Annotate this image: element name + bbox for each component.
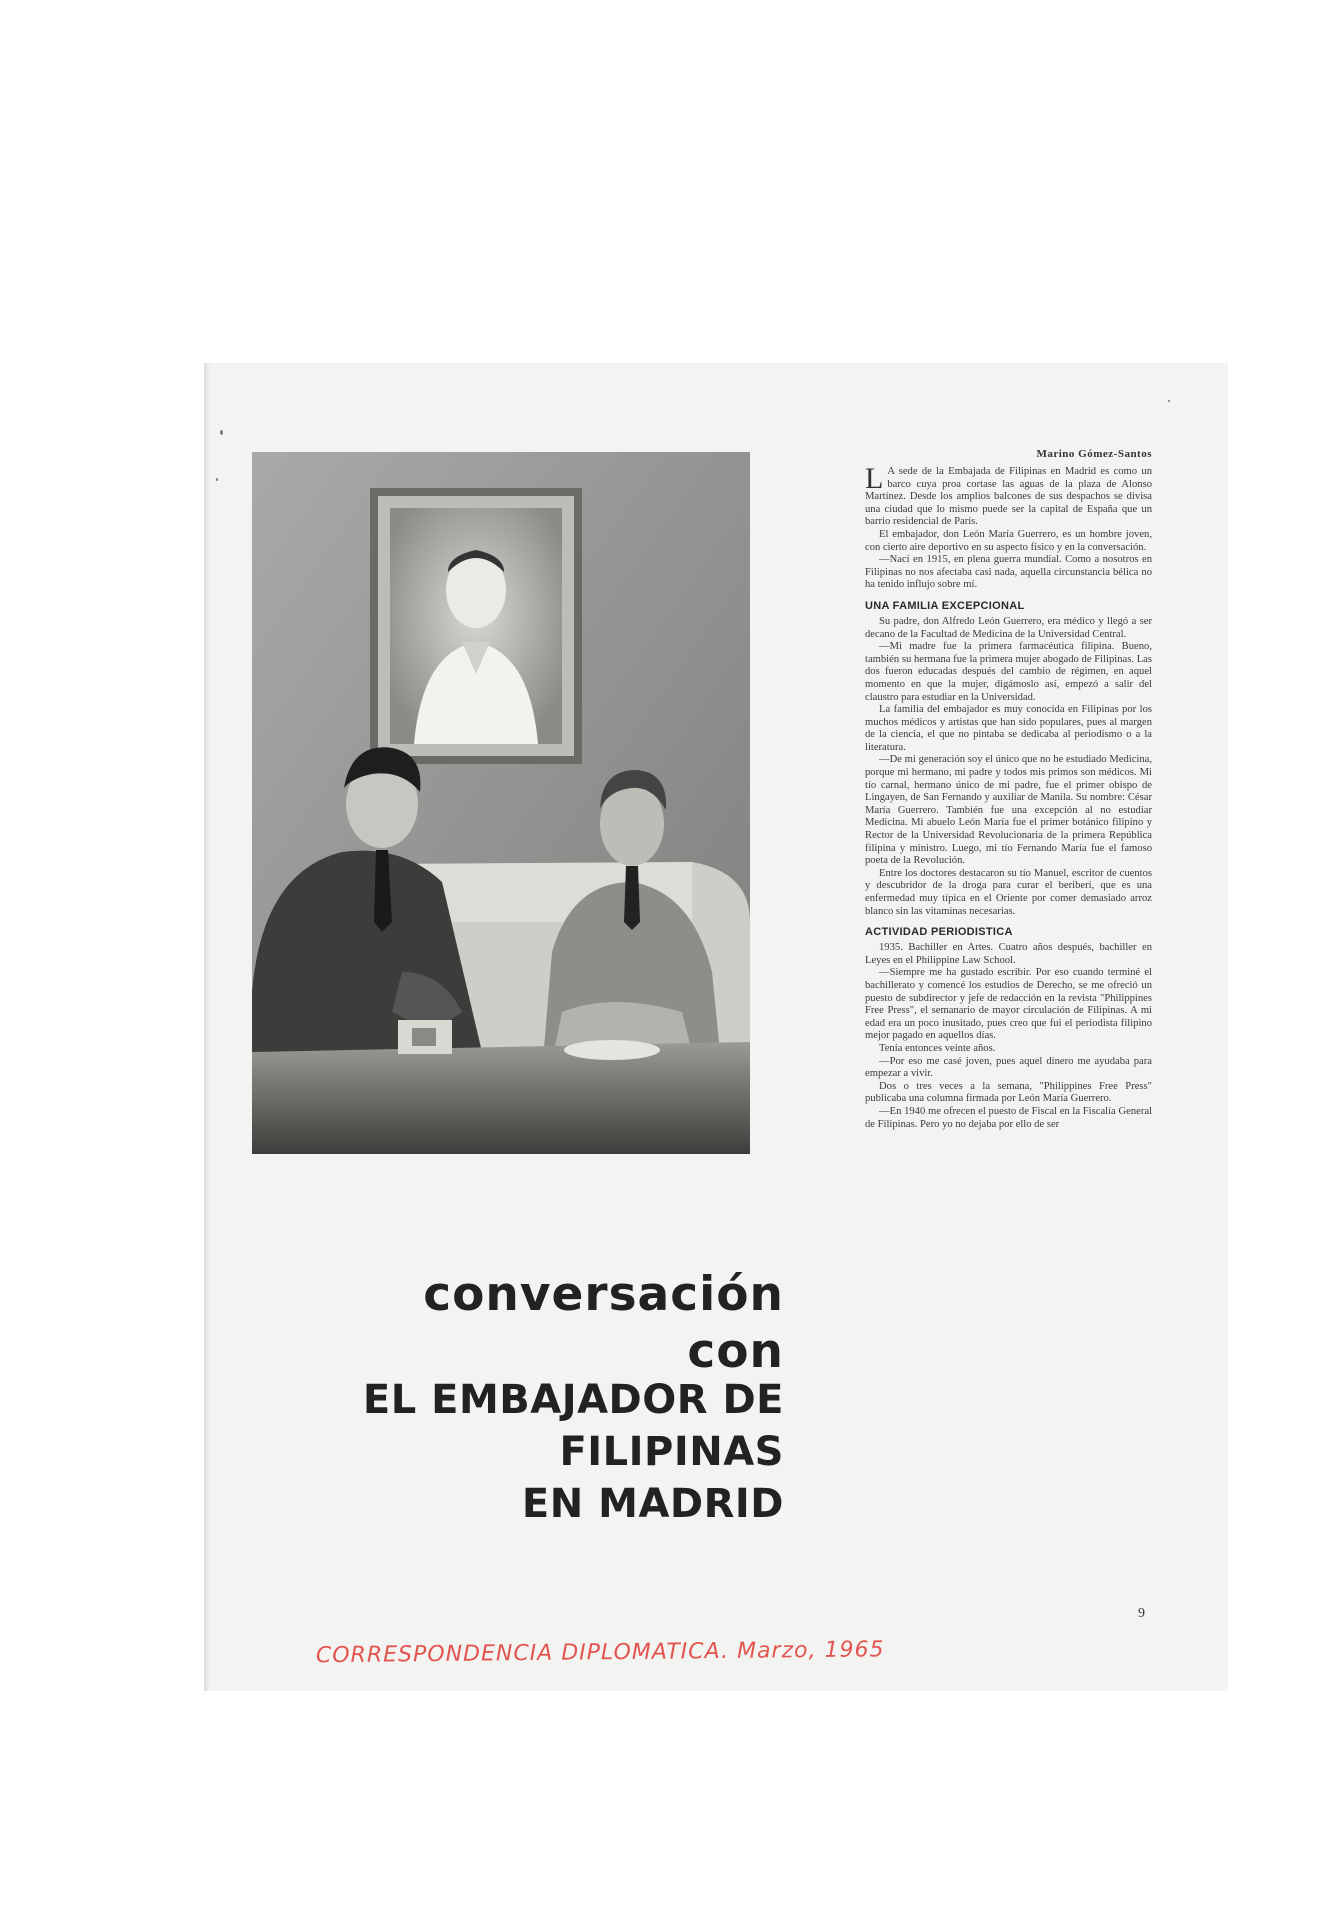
interview-photo — [252, 452, 750, 1154]
scan-speck — [1168, 400, 1170, 402]
article-paragraph: Tenía entonces veinte años. — [879, 1042, 996, 1054]
article-paragraph: La familia del embajador es muy conocida en Filipinas por los muchos médicos y artistas que han sido populares, pues al margen de la ciencia, el que no pintaba se dedicaba al periodismo o a la literatura. — [865, 704, 1152, 753]
title-line-filipinas: FILIPINAS — [559, 1429, 784, 1475]
article-paragraph: —Mi madre fue la primera farmacéutica filipina. Bueno, también su hermana fue la primera mujer abogado de Filipinas. Las dos fueron educadas después del cambio de régimen, en aquel momento en que la mujer, digámoslo así, empezó a salir del claustro para estudiar en la Universidad. — [865, 641, 1152, 703]
scan-speck — [216, 478, 218, 481]
article-paragraph: Su padre, don Alfredo León Guerrero, era médico y llegó a ser decano de la Facultad de Medicina de la Universidad Central. — [865, 615, 1152, 640]
article-paragraph: —De mi generación soy el único que no he estudiado Medicina, porque mi hermano, mi padre y todos mis primos son médicos. Mi tío carnal, hermano único de mi padre, fue el primer obispo de Lingayen, de San Fernando y auxiliar de Manila. Su nombre: César María Guerrero. También fue una excepción al no estudiar Medicina. Mi abuelo León María fue el primer botánico filipino y Rector de la Universidad Revolucionaria de la primera República filipina y ministro. Luego, mi tío Fernando María fue el famoso poeta de la Revolución. — [865, 754, 1152, 867]
article-paragraph: —Por eso me casé joven, pues aquel dinero me ayudaba para empezar a vivir. — [865, 1055, 1152, 1080]
title-line-embajador: EL EMBAJADOR DE — [362, 1377, 784, 1423]
article-paragraph: —Nací en 1915, en plena guerra mundial. Como a nosotros en Filipinas no nos afectaba casi nada, aquella circunstancia bélica no ha tenido influjo sobre mí. — [865, 554, 1152, 591]
paragraph-text: A sede de la Embajada de Filipinas en Madrid es como un barco cuya proa cortase las aguas de la plaza de Alonso Martínez. Desde los amplios balcones de sus despachos se divisa una ciudad que lo mismo puede ser la capital de España que un barrio residencial de París. — [865, 466, 1152, 528]
byline: Marino Gómez-Santos — [1036, 448, 1152, 460]
page-edge-shadow — [204, 363, 210, 1691]
article-paragraph: Dos o tres veces a la semana, "Philippines Free Press" publicaba una columna firmada por León María Guerrero. — [865, 1080, 1152, 1105]
article-paragraph: 1935. Bachiller en Artes. Cuatro años después, bachiller en Leyes en el Philippine Law School. — [865, 942, 1152, 966]
scan-speck — [220, 430, 223, 435]
article-paragraph: Entre los doctores destacaron su tío Manuel, escritor de cuentos y descubridor de la droga para curar el beriberi, que es una enfermedad muy típica en el Oriente por comer demasiado arroz blanco sin las vitaminas necesarias. — [865, 867, 1152, 917]
article-paragraph: —En 1940 me ofrecen el puesto de Fiscal en la Fiscalía General de Filipinas. Pero yo no dejaba por ello de ser — [865, 1105, 1152, 1130]
photo-illustration — [252, 452, 750, 1154]
section-heading: ACTIVIDAD PERIODISTICA — [865, 926, 1013, 939]
handwritten-note: CORRESPONDENCIA DIPLOMATICA. Marzo, 1965 — [315, 1637, 885, 1669]
title-line-conversacion: conversación — [423, 1267, 784, 1322]
article-paragraph: El embajador, don León María Guerrero, es un hombre joven, con cierto aire deportivo en su aspecto físico y en la conversación. — [865, 528, 1152, 553]
section-heading: UNA FAMILIA EXCEPCIONAL — [865, 599, 1025, 612]
drop-cap: L — [865, 462, 884, 495]
article-paragraph: —Siempre me ha gustado escribir. Por eso cuando terminé el bachillerato y comencé los estudios de Derecho, se me ofreció un puesto de subdirector y jefe de redacción en la revista "Philippines Free Press", el semanario de mayor circulación de Filipinas. A mi edad era un poco inusitado, pues creo que fui el periodista filipino mejor pagado en aquellos días. — [865, 967, 1152, 1042]
title-line-con: con — [687, 1324, 784, 1379]
page-number: 9 — [1138, 1606, 1145, 1621]
article-column — [865, 448, 1152, 1131]
article-paragraph — [865, 462, 1152, 529]
title-line-madrid: EN MADRID — [521, 1481, 784, 1527]
